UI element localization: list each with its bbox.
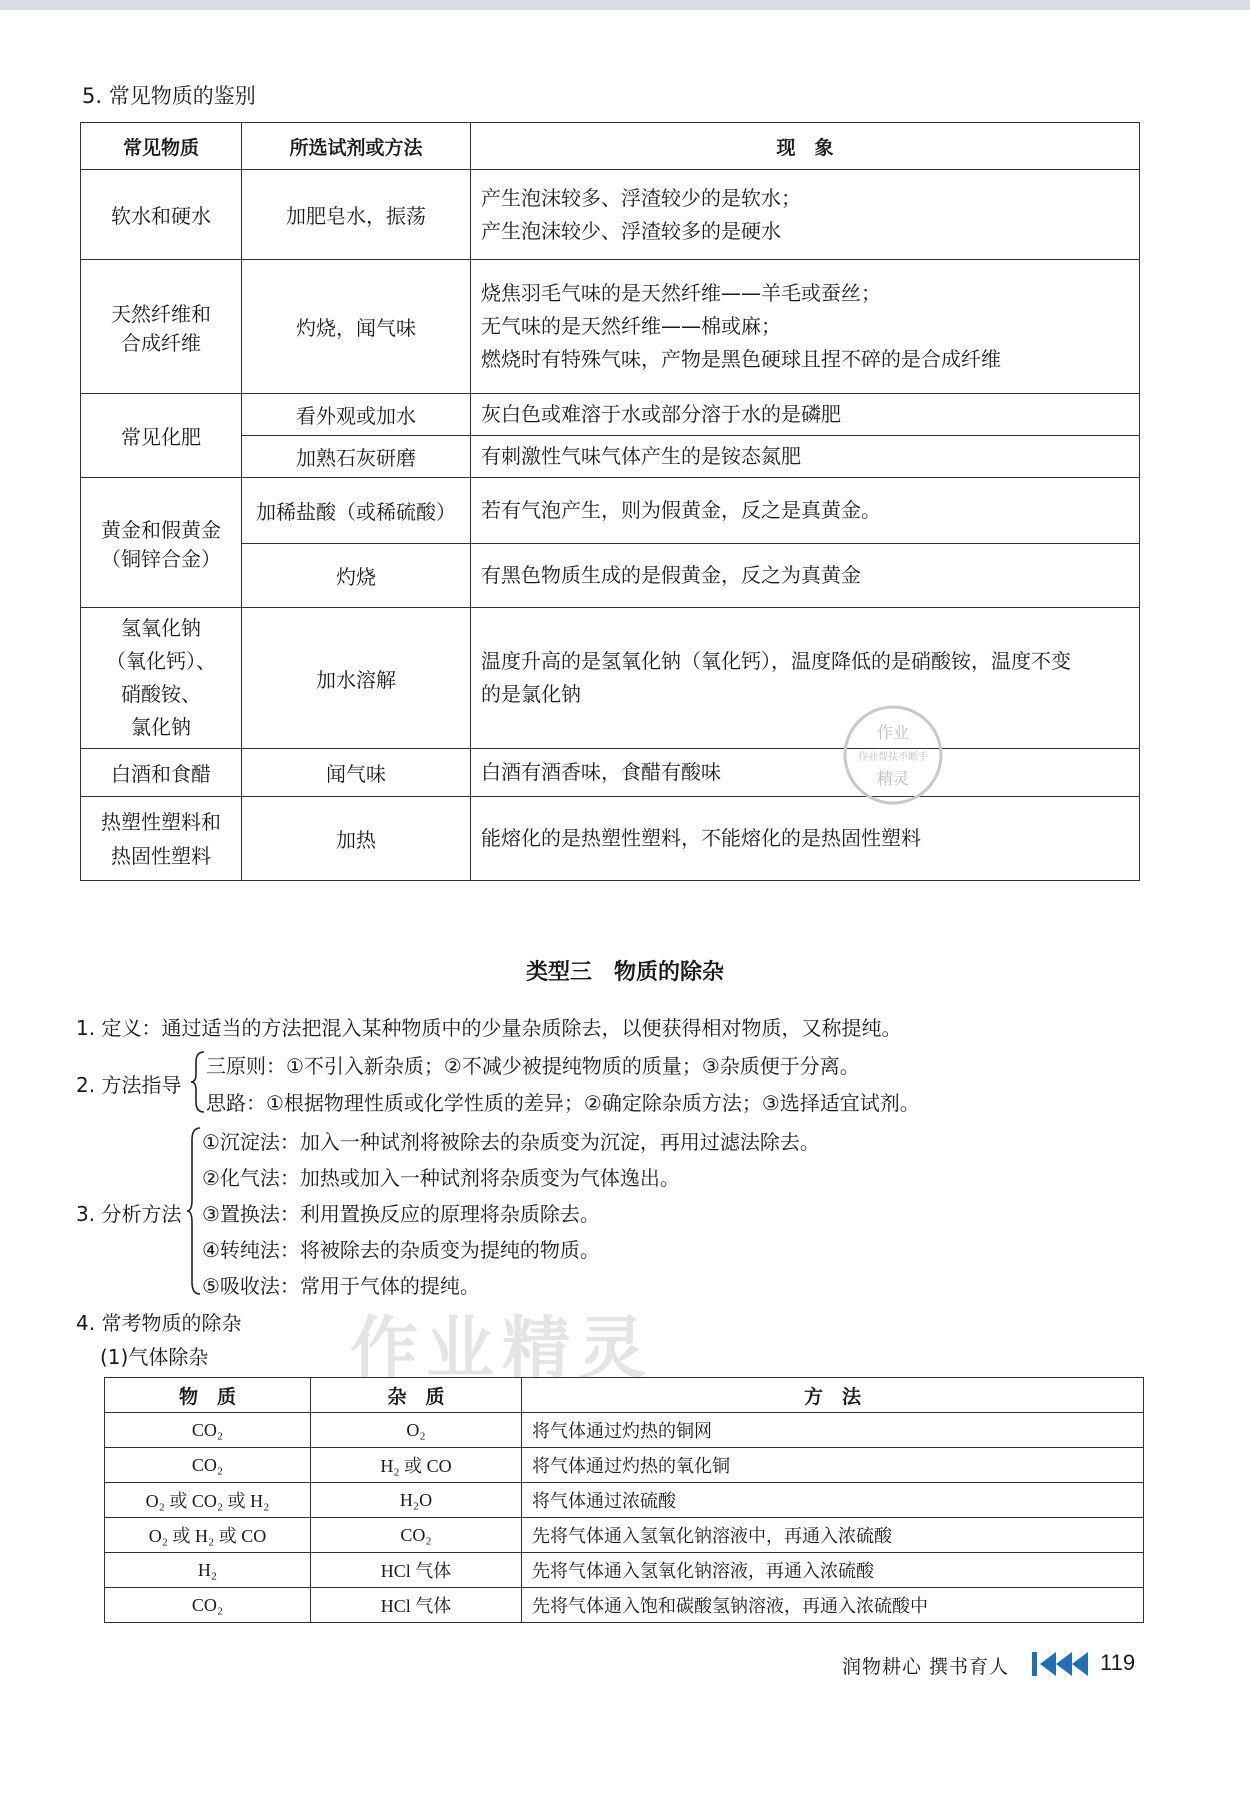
cell-method: 先将气体通入氢氧化钠溶液中，再通入浓硫酸 (522, 1518, 1144, 1553)
substance-line: 合成纤维 (121, 330, 201, 355)
cell-phenomenon (471, 260, 1140, 394)
cell-substance: CO₂ (105, 1413, 311, 1448)
cell-phenomenon: 有刺激性气味气体产生的是铵态氮肥 (471, 436, 1140, 478)
cell-method: 看外观或加水 (242, 394, 471, 436)
substance-line: 氢氧化钠 (121, 616, 201, 640)
cell-substance: H₂ (105, 1553, 311, 1588)
cell-method: 加肥皂水，振荡 (242, 170, 471, 260)
cell-impurity: CO₂ (311, 1518, 522, 1553)
cell-phenomenon: 有黑色物质生成的是假黄金，反之为真黄金 (471, 544, 1140, 608)
cell-method: 加水溶解 (242, 608, 471, 749)
substance-line: 天然纤维和 (111, 301, 211, 326)
cell-substance: CO₂ (105, 1448, 311, 1483)
footer-slogan: 润物耕心 撰书育人 (842, 1656, 1010, 1678)
substance-line: 硝酸铵、 (121, 682, 201, 706)
curly-brace-icon (190, 1050, 206, 1114)
cell-substance: O₂ 或 CO₂ 或 H₂ (105, 1483, 311, 1518)
cell-method: 将气体通过灼热的铜网 (522, 1413, 1144, 1448)
substance-line: 氯化钠 (131, 715, 191, 739)
substance-line: 热固性塑料 (111, 843, 211, 868)
method-approach-line: 思路：①根据物理性质或化学性质的差异；②确定除杂质方法；③选择适宜试剂。 (206, 1091, 920, 1115)
cell-method: 加稀盐酸（或稀硫酸） (242, 478, 471, 544)
identification-table (80, 122, 1140, 881)
header-substance: 物 质 (105, 1378, 311, 1413)
table-row (81, 394, 1140, 436)
cell-method: 先将气体通入氢氧化钠溶液，再通入浓硫酸 (522, 1553, 1144, 1588)
cell-method: 灼烧，闻气味 (242, 260, 471, 394)
cell-method: 加热 (242, 797, 471, 881)
table-row (81, 170, 1140, 260)
header-substance: 常见物质 (81, 123, 242, 170)
common-removal-heading: 4. 常考物质的除杂 (76, 1311, 242, 1335)
cell-substance: 白酒和食醋 (81, 749, 242, 797)
top-edge-band (0, 0, 1250, 10)
table-row (105, 1588, 1144, 1623)
header-phenomenon: 现 象 (471, 123, 1140, 170)
page-number: 119 (1100, 1650, 1136, 1675)
header-method: 所选试剂或方法 (242, 123, 471, 170)
gas-impurity-table (104, 1377, 1144, 1623)
svg-text:精灵: 精灵 (876, 769, 910, 788)
cell-method: 灼烧 (242, 544, 471, 608)
definition-line: 1. 定义：通过适当的方法把混入某种物质中的少量杂质除去，以便获得相对物质，又称提纯。 (76, 1016, 902, 1040)
cell-method: 将气体通过浓硫酸 (522, 1483, 1144, 1518)
cell-impurity: H₂ 或 CO (311, 1448, 522, 1483)
table-row (105, 1518, 1144, 1553)
watermark-text: 作业精灵 (350, 1310, 655, 1389)
cell-impurity: HCl 气体 (311, 1553, 522, 1588)
table-row (105, 1483, 1144, 1518)
cell-substance: O₂ 或 H₂ 或 CO (105, 1518, 311, 1553)
cell-substance (81, 797, 242, 881)
cell-impurity: O₂ (311, 1413, 522, 1448)
table-header-row (81, 123, 1140, 170)
cell-method: 闻气味 (242, 749, 471, 797)
cell-phenomenon: 若有气泡产生，则为假黄金，反之是真黄金。 (471, 478, 1140, 544)
analysis-item: ⑤吸收法：常用于气体的提纯。 (202, 1274, 480, 1298)
table-row (81, 749, 1140, 797)
cell-method: 加熟石灰研磨 (242, 436, 471, 478)
cell-substance (81, 478, 242, 608)
table-row (81, 608, 1140, 749)
table-header-row (105, 1378, 1144, 1413)
cell-method: 先将气体通入饱和碳酸氢钠溶液，再通入浓硫酸中 (522, 1588, 1144, 1623)
table-row (105, 1553, 1144, 1588)
analysis-method-label: 3. 分析方法 (76, 1202, 182, 1226)
cell-impurity: H₂O (311, 1483, 522, 1518)
table-row (81, 260, 1140, 394)
cell-substance (81, 260, 242, 394)
phenomenon-line: 燃烧时有特殊气味，产物是黑色硬球且捏不碎的是合成纤维 (481, 347, 1001, 371)
phenomenon-line: 产生泡沫较多、浮渣较少的是软水； (481, 185, 801, 210)
cell-phenomenon: 灰白色或难溶于水或部分溶于水的是磷肥 (471, 394, 1140, 436)
type3-title: 类型三 物质的除杂 (525, 960, 724, 985)
header-method: 方 法 (522, 1378, 1144, 1413)
cell-substance: CO₂ (105, 1588, 311, 1623)
svg-text:作业: 作业 (876, 723, 910, 742)
substance-line: 黄金和假黄金 (101, 517, 221, 542)
method-guide-label: 2. 方法指导 (76, 1073, 182, 1097)
cell-substance (81, 608, 242, 749)
analysis-item: ①沉淀法：加入一种试剂将被除去的杂质变为沉淀，再用过滤法除去。 (202, 1130, 820, 1154)
phenomenon-line: 无气味的是天然纤维——棉或麻； (481, 314, 781, 338)
phenomenon-line: 温度升高的是氢氧化钠（氧化钙），温度降低的是硝酸铵，温度不变 (481, 649, 1071, 673)
analysis-item: ②化气法：加热或加入一种试剂将杂质变为气体逸出。 (202, 1166, 680, 1190)
table-row (81, 478, 1140, 544)
analysis-item: ④转纯法：将被除去的杂质变为提纯的物质。 (202, 1238, 600, 1262)
phenomenon-line: 产生泡沫较少、浮渣较多的是硬水 (481, 218, 781, 243)
rewind-arrows-icon (1030, 1648, 1094, 1680)
cell-method: 将气体通过灼热的氧化铜 (522, 1448, 1144, 1483)
substance-line: 热塑性塑料和 (101, 809, 221, 834)
table-row (105, 1413, 1144, 1448)
header-impurity: 杂 质 (311, 1378, 522, 1413)
cell-impurity: HCl 气体 (311, 1588, 522, 1623)
cell-phenomenon (471, 608, 1140, 749)
cell-substance: 软水和硬水 (81, 170, 242, 260)
curly-brace-icon (186, 1126, 202, 1296)
phenomenon-line: 的是氯化钠 (481, 682, 581, 706)
analysis-item: ③置换法：利用置换反应的原理将杂质除去。 (202, 1202, 600, 1226)
substance-line: （铜锌合金） (101, 546, 221, 571)
stamp-watermark-logo (838, 700, 948, 810)
cell-substance: 常见化肥 (81, 394, 242, 478)
svg-text:作业帮扶不断手: 作业帮扶不断手 (858, 752, 928, 763)
cell-phenomenon: 白酒有酒香味，食醋有酸味 (471, 749, 1140, 797)
table-row (81, 797, 1140, 881)
cell-phenomenon: 能熔化的是热塑性塑料，不能熔化的是热固性塑料 (471, 797, 1140, 881)
substance-line: （氧化钙）、 (106, 649, 216, 673)
table-row (105, 1448, 1144, 1483)
method-principles-line: 三原则：①不引入新杂质；②不减少被提纯物质的质量；③杂质便于分离。 (206, 1054, 860, 1078)
section-heading-identification: 5. 常见物质的鉴别 (82, 84, 256, 108)
gas-removal-heading: (1)气体除杂 (100, 1345, 209, 1369)
phenomenon-line: 烧焦羽毛气味的是天然纤维——羊毛或蚕丝； (481, 281, 881, 305)
cell-phenomenon (471, 170, 1140, 260)
